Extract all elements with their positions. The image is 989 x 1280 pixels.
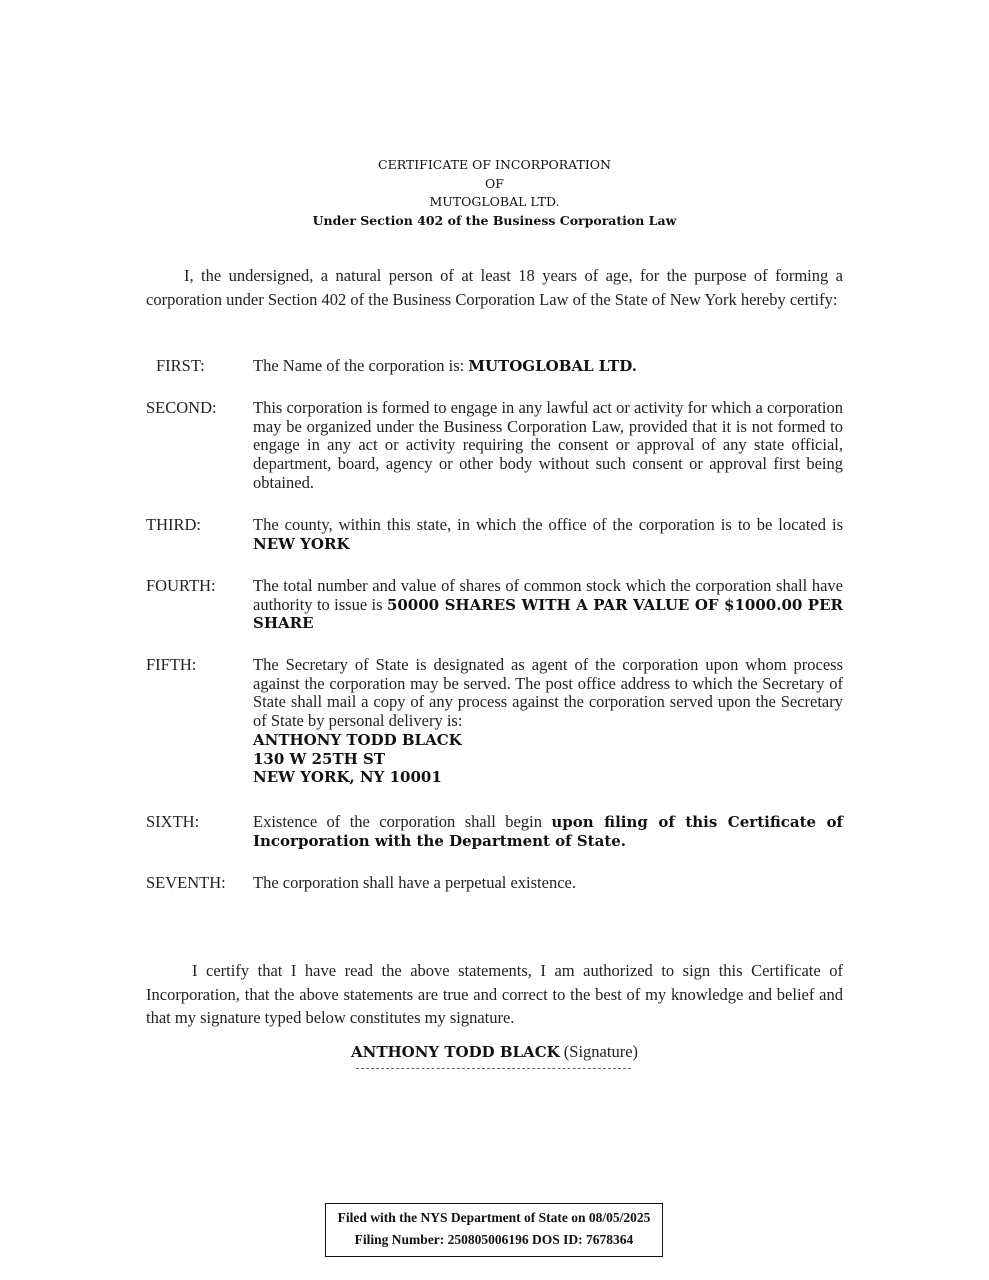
article-label: THIRD: xyxy=(146,515,201,534)
signature-rule xyxy=(356,1068,631,1069)
article-body: The Name of the corporation is: MUTOGLOBAL LTD. xyxy=(253,356,637,375)
article-label: FIRST: xyxy=(156,356,205,375)
article-third xyxy=(146,516,843,553)
article-seventh xyxy=(146,874,843,893)
shares-value: 50000 SHARES WITH A PAR VALUE OF $1000.00 PER SHARE xyxy=(253,595,843,633)
filing-stamp xyxy=(325,1203,663,1257)
signature-line xyxy=(0,1042,989,1062)
document-subtitle: Under Section 402 of the Business Corporation Law xyxy=(312,212,677,228)
agent-city: NEW YORK, NY 10001 xyxy=(253,768,442,787)
article-fifth xyxy=(146,656,843,787)
article-body: This corporation is formed to engage in any lawful act or activity for which a corporation may be organized under the Business Corporation Law, provided that it is not formed to engage in any act or activity requiring the consent or approval of any state official, department, board, agency or other body without such consent or approval first being obtained. xyxy=(253,398,843,492)
article-label: SECOND: xyxy=(146,398,217,417)
article-label: SIXTH: xyxy=(146,812,200,831)
article-label: FIFTH: xyxy=(146,655,197,674)
corporation-name: MUTOGLOBAL LTD. xyxy=(468,357,637,375)
article-body: The corporation shall have a perpetual existence. xyxy=(253,873,576,892)
article-body: Existence of the corporation shall begin upon filing of this Certificate of Incorporation with the Department of State. xyxy=(253,812,844,850)
agent-name: ANTHONY TODD BLACK xyxy=(253,730,462,749)
article-label: SEVENTH: xyxy=(146,873,226,892)
title-of: OF xyxy=(485,175,504,191)
article-body: The Secretary of State is designated as agent of the corporation upon whom process against the corporation may be served. The post office address to which the Secretary of State shall mail a copy of any process against the corporation served upon the Secretary of State by personal delivery is: ANTHONY TODD BLACK 130 W 25TH ST NEW YORK, NY 10001 xyxy=(253,655,843,787)
certification-paragraph: I certify that I have read the above statements, I am authorized to sign this Certificate of Incorporation, that the above statements are true and correct to the best of my knowledge and belief and that my signature typed below constitutes my signature. xyxy=(146,961,843,1027)
company-name: MUTOGLOBAL LTD. xyxy=(429,194,560,209)
intro-paragraph: I, the undersigned, a natural person of at least 18 years of age, for the purpose of forming a corporation under Section 402 of the Business Corporation Law of the State of New York hereby certify: xyxy=(146,266,843,309)
article-second xyxy=(146,399,843,493)
existence-start: upon filing of this Certificate of Incorporation with the Department of State. xyxy=(253,813,844,850)
article-body: The total number and value of shares of common stock which the corporation shall have authority to issue is 50000 SHARES WITH A PAR VALUE OF $1000.00 PER SHARE xyxy=(253,576,843,633)
article-label: FOURTH: xyxy=(146,576,216,595)
article-fourth xyxy=(146,577,843,633)
document-header xyxy=(0,156,989,230)
agent-street: 130 W 25TH ST xyxy=(253,749,386,768)
filed-date: Filed with the NYS Department of State on 08/05/2025 xyxy=(337,1210,651,1225)
signature-suffix: (Signature) xyxy=(559,1042,639,1061)
document-title: CERTIFICATE OF INCORPORATION xyxy=(378,157,611,172)
article-sixth xyxy=(146,813,843,850)
article-first xyxy=(146,357,843,376)
county-name: NEW YORK xyxy=(253,534,350,553)
filing-number: Filing Number: 250805006196 DOS ID: 7678364 xyxy=(354,1232,634,1247)
article-body: The county, within this state, in which the office of the corporation is to be located is NEW YORK xyxy=(253,515,843,553)
signer-name: ANTHONY TODD BLACK xyxy=(350,1043,560,1061)
